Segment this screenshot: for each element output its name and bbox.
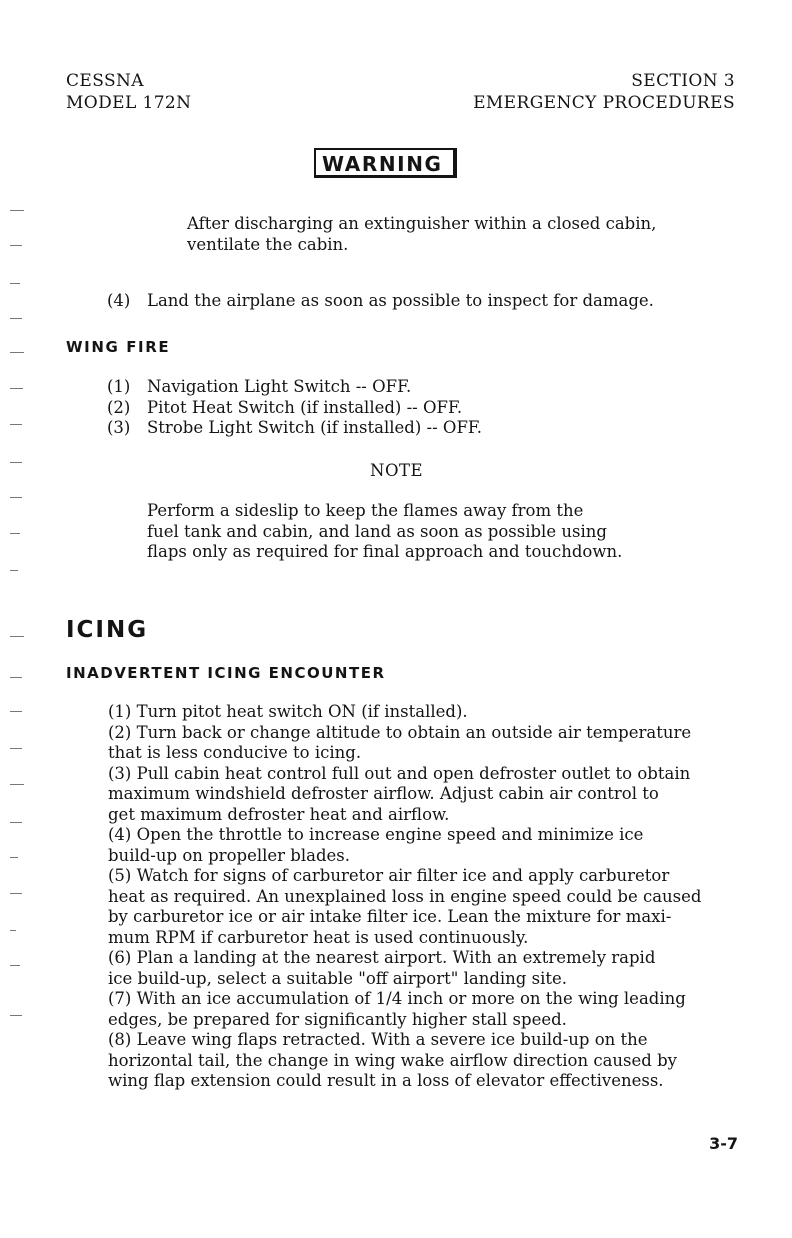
procedure-line: (2) Turn back or change altitude to obtain an outside air temperature [108, 722, 692, 742]
item-number: (3) [107, 418, 131, 437]
item-text: Navigation Light Switch -- OFF. [147, 377, 412, 396]
note-line: fuel tank and cabin, and land as soon as possible using [147, 521, 607, 541]
note-line: flaps only as required for final approach and touchdown. [147, 542, 623, 561]
checklist-item [107, 377, 482, 398]
margin-tick [10, 210, 24, 211]
margin-tick [10, 822, 22, 823]
procedure-line: horizontal tail, the change in wing wake airflow direction caused by [108, 1050, 677, 1070]
section-title: EMERGENCY PROCEDURES [473, 93, 735, 113]
procedure-line: build-up on propeller blades. [108, 845, 350, 865]
procedure-line: by carburetor ice or air intake filter ice. Lean the mixture for maxi- [108, 907, 672, 926]
wing-fire-checklist [107, 377, 482, 439]
document-header-right [473, 70, 735, 114]
margin-tick [10, 965, 20, 966]
margin-tick [10, 748, 22, 749]
checklist-item [107, 398, 482, 419]
procedure-line: (6) Plan a landing at the nearest airport. With an extremely rapid [108, 948, 656, 967]
margin-tick [10, 711, 22, 712]
icing-procedure [108, 702, 758, 1092]
item-text: Strobe Light Switch (if installed) -- OFF. [147, 418, 483, 437]
margin-tick [10, 857, 18, 858]
margin-tick [10, 533, 20, 534]
margin-tick [10, 388, 23, 389]
margin-tick [10, 318, 22, 319]
margin-tick [10, 497, 22, 498]
section-label: SECTION 3 [631, 71, 735, 91]
margin-tick [10, 893, 22, 894]
procedure-line: mum RPM if carburetor heat is used continuously. [108, 927, 529, 947]
margin-tick [10, 283, 20, 284]
warning-text [187, 214, 656, 255]
item-number: (1) [107, 377, 131, 396]
page-number: 3-7 [709, 1134, 738, 1153]
margin-tick [10, 677, 22, 678]
document-header-left [66, 70, 191, 114]
procedure-line: (8) Leave wing flaps retracted. With a severe ice build-up on the [108, 1030, 648, 1049]
procedure-line: maximum windshield defroster airflow. Adjust cabin air control to [108, 784, 659, 803]
procedure-line: (3) Pull cabin heat control full out and open defroster outlet to obtain [108, 763, 691, 783]
item-number: (2) [107, 397, 131, 417]
procedure-line: edges, be prepared for significantly higher stall speed. [108, 1009, 567, 1029]
margin-tick [10, 784, 24, 785]
margin-tick [10, 352, 24, 353]
margin-tick [10, 245, 22, 246]
icing-subheading: INADVERTENT ICING ENCOUNTER [66, 664, 386, 682]
margin-tick [10, 636, 24, 637]
procedure-line: get maximum defroster heat and airflow. [108, 804, 450, 824]
procedure-line: (4) Open the throttle to increase engine speed and minimize ice [108, 825, 644, 844]
margin-tick [10, 1015, 22, 1016]
item-text: Pitot Heat Switch (if installed) -- OFF. [147, 397, 463, 417]
wing-fire-heading: WING FIRE [66, 338, 171, 356]
procedure-line: wing flap extension could result in a loss of elevator effectiveness. [108, 1071, 664, 1090]
note-text [147, 501, 622, 563]
note-label: NOTE [370, 461, 424, 480]
margin-tick [10, 930, 16, 931]
margin-tick [10, 462, 22, 463]
warning-text-line: ventilate the cabin. [187, 234, 349, 254]
procedure-line: that is less conducive to icing. [108, 743, 362, 762]
checklist-item [107, 418, 482, 439]
step-4 [107, 291, 654, 312]
warning-label: WARNING [314, 148, 457, 178]
procedure-line: (7) With an ice accumulation of 1/4 inch or more on the wing leading [108, 989, 686, 1008]
procedure-line: (5) Watch for signs of carburetor air filter ice and apply carburetor [108, 866, 670, 885]
procedure-line: heat as required. An unexplained loss in engine speed could be caused [108, 886, 702, 906]
margin-tick [10, 570, 18, 571]
warning-text-line: After discharging an extinguisher within a closed cabin, [187, 214, 657, 233]
section-title-icing: ICING [66, 617, 149, 643]
model-name: MODEL 172N [66, 93, 192, 113]
margin-tick [10, 424, 22, 425]
manufacturer-name: CESSNA [66, 71, 144, 91]
step-number: (4) [107, 291, 131, 310]
step-text: Land the airplane as soon as possible to inspect for damage. [147, 291, 654, 310]
procedure-line: (1) Turn pitot heat switch ON (if installed). [108, 702, 468, 721]
note-line: Perform a sideslip to keep the flames away from the [147, 501, 584, 520]
procedure-line: ice build-up, select a suitable "off airport" landing site. [108, 968, 567, 988]
